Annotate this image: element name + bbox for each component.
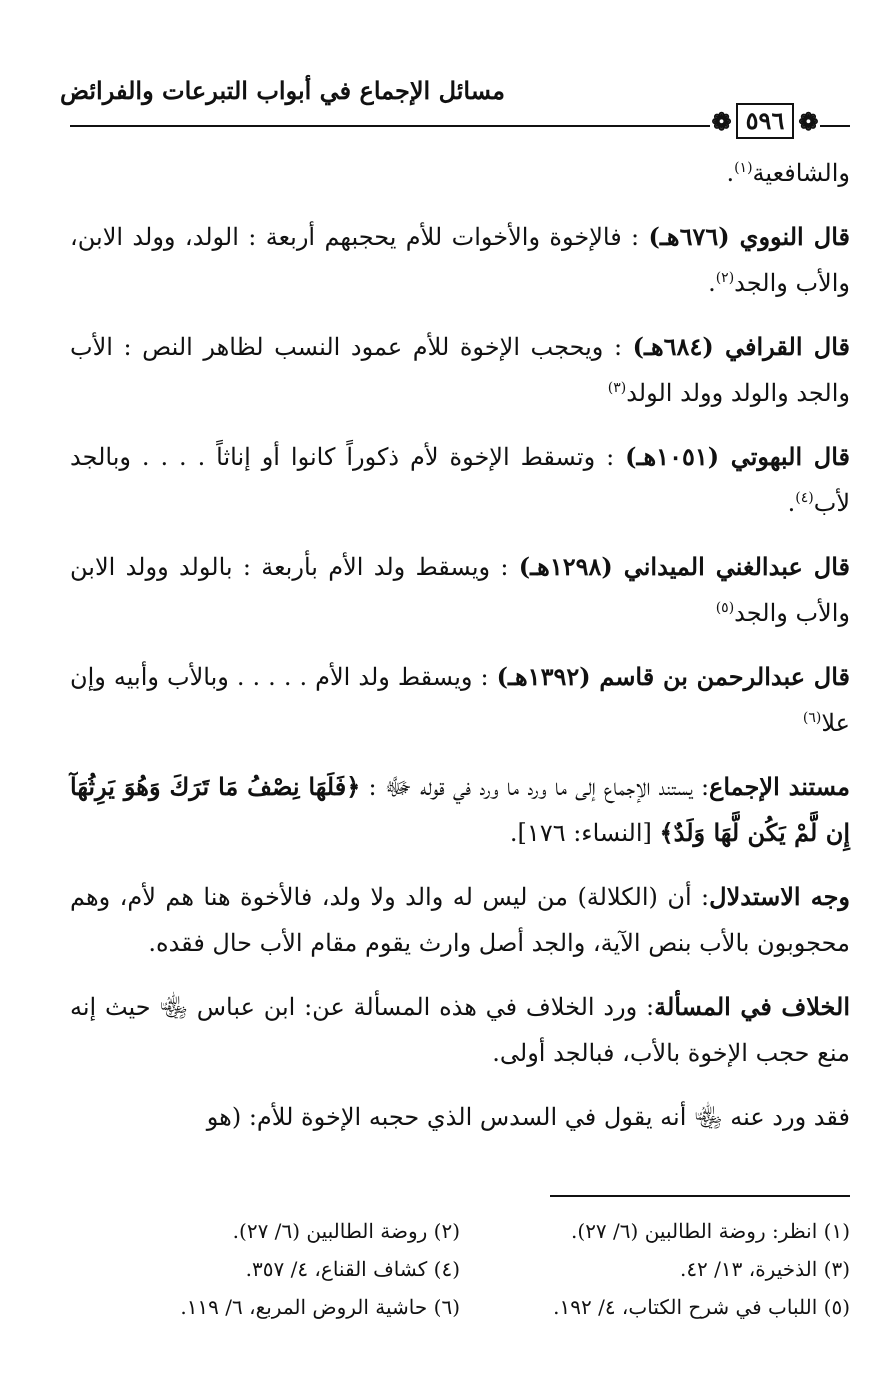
paragraph: قال النووي (٦٧٦هـ) : فالإخوة والأخوات للأم يحجبهم أربعة : الولد، وولد الابن، والأب والجد$^{(٢)}$. bbox=[70, 222, 850, 297]
page-header bbox=[59, 70, 850, 136]
footnote: (٣) الذخيرة، ١٣/ ٤٢. bbox=[679, 1257, 850, 1281]
paragraph: مستند الإجماع: يستند الإجماع إلى ما ورد ما ورد في قوله ﷻ : ﴿فَلَهَا نِصْفُ مَا تَرَكَ وَهُوَ يَرِثُهَآ إِن لَّمْ يَكُن لَّهَا وَلَدٌ﴾ [النساء: ١٧٦]. bbox=[70, 772, 850, 847]
right-ornament-icon: ❁ bbox=[711, 106, 732, 136]
paragraph: وجه الاستدلال: أن (الكلالة) من ليس له والد ولا ولد، فالأخوة هنا هم لأم، وهم محجوبون بالأب بنص الآية، والجد أصل وارث يقوم مقام الأب حال فقده. bbox=[70, 882, 851, 957]
section-heading: مستند الإجماع bbox=[709, 772, 850, 801]
footnote-ref[interactable]: (٦) bbox=[802, 710, 822, 726]
verse-reference: [النساء: ١٧٦]. bbox=[509, 819, 652, 847]
footnote-ref[interactable]: (١) bbox=[734, 160, 753, 176]
quran-verse: ﴿فَلَهَا نِصْفُ مَا تَرَكَ وَهُوَ يَرِثُهَآ إِن لَّمْ يَكُن لَّهَا وَلَدٌ﴾ bbox=[70, 772, 850, 847]
scholar-name: قال عبدالغني الميداني (١٢٩٨هـ) bbox=[518, 552, 850, 581]
paragraph: فقد ورد عنه ﵄ أنه يقول في السدس الذي حجبه الإخوة للأم: (هو bbox=[206, 1103, 850, 1131]
section-heading: وجه الاستدلال bbox=[709, 882, 851, 911]
scholar-name: قال عبدالرحمن بن قاسم (١٣٩٢هـ) bbox=[496, 662, 850, 691]
page-number: ٥٩٦ bbox=[736, 103, 795, 139]
left-ornament-icon: ❁ bbox=[798, 106, 819, 136]
footnote-ref[interactable]: (٢) bbox=[715, 270, 735, 286]
paragraph: قال البهوتي (١٠٥١هـ) : وتسقط الإخوة لأم ذكوراً كانوا أو إناثاً . . . . وبالجد لأب$^{(٤)}$. bbox=[70, 442, 850, 517]
footnote-ref[interactable]: (٣) bbox=[607, 380, 627, 396]
paragraph: والشافعية$^{(١)}$. bbox=[726, 159, 850, 187]
footnote-ref[interactable]: (٤) bbox=[795, 490, 814, 506]
paragraph: الخلاف في المسألة: ورد الخلاف في هذه المسألة عن: ابن عباس ﵄ حيث إنه منع حجب الإخوة بالأب، فبالجد أولى. bbox=[70, 992, 850, 1067]
footnote: (٤) كشاف القناع، ٤/ ٣٥٧. bbox=[245, 1257, 460, 1281]
footnotes bbox=[70, 1212, 850, 1326]
scholar-name: قال القرافي (٦٨٤هـ) bbox=[632, 332, 851, 361]
section-heading: الخلاف في المسألة bbox=[654, 992, 850, 1021]
paragraph: قال القرافي (٦٨٤هـ) : ويحجب الإخوة للأم عمود النسب لظاهر النص : الأب والجد والولد وولد الولد$^{(٣)}$ bbox=[70, 332, 851, 407]
footnote: (٦) حاشية الروض المربع، ٦/ ١١٩. bbox=[180, 1295, 460, 1319]
footnote: (٥) اللباب في شرح الكتاب، ٤/ ١٩٢. bbox=[553, 1295, 850, 1319]
running-title: مسائل الإجماع في أبواب التبرعات والفرائض bbox=[59, 76, 505, 105]
scholar-name: قال البهوتي (١٠٥١هـ) bbox=[625, 442, 850, 471]
paragraph: قال عبدالرحمن بن قاسم (١٣٩٢هـ) : ويسقط ولد الأم . . . . . وبالأب وأبيه وإن علا$^{(٦)}$ bbox=[70, 662, 850, 737]
body-text bbox=[70, 150, 850, 1158]
footnote-ref[interactable]: (٥) bbox=[715, 600, 735, 616]
scholar-name: قال النووي (٦٧٦هـ) bbox=[648, 222, 850, 251]
footnote-divider bbox=[550, 1195, 850, 1197]
footnote: (١) انظر: روضة الطالبين (٦/ ٢٧). bbox=[571, 1219, 850, 1243]
paragraph: قال عبدالغني الميداني (١٢٩٨هـ) : ويسقط ولد الأم بأربعة : بالولد وولد الابن والأب والجد$^{(٥)}$ bbox=[70, 552, 850, 627]
page-number-frame bbox=[710, 98, 820, 144]
footnote: (٢) روضة الطالبين (٦/ ٢٧). bbox=[232, 1219, 460, 1243]
